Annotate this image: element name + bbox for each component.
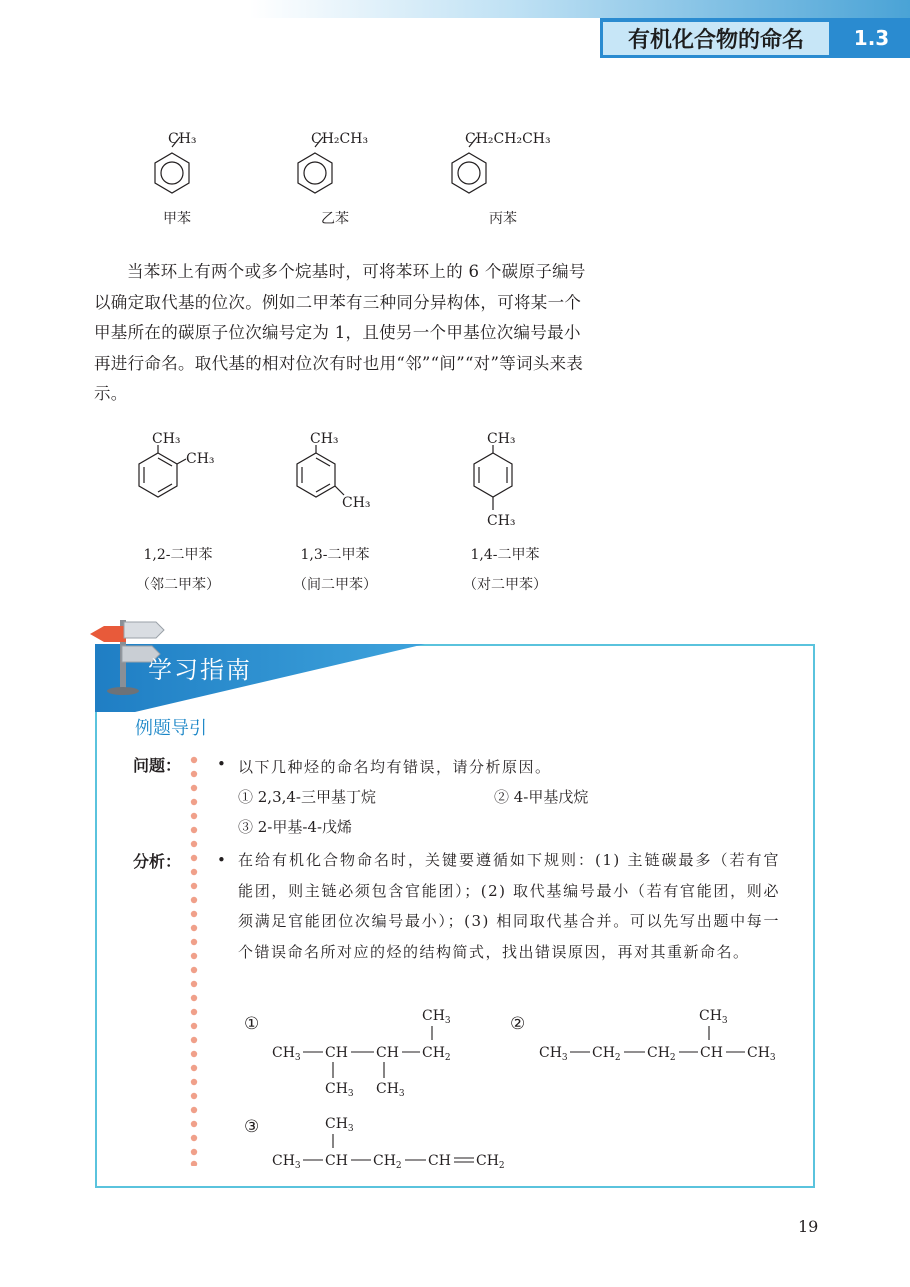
xylene-3-common: （对二甲苯） <box>463 577 547 593</box>
chapter-title: 有机化合物的命名 <box>603 22 829 55</box>
svg-text:CH3: $CH_3$ <box>376 1081 405 1099</box>
svg-text:CH3: $CH_3$ <box>325 1116 354 1134</box>
svg-text:CH3: $CH_3$ <box>422 1008 451 1026</box>
label-toluene: 甲苯 <box>163 211 191 227</box>
svg-text:CH2: $CH_2$ <box>373 1153 402 1171</box>
svg-text:CH: CH <box>428 1153 451 1169</box>
svg-text:CH: CH <box>325 1153 348 1169</box>
analysis-label: 分析： <box>133 852 182 871</box>
guide-title: 学习指南 <box>148 656 252 684</box>
question-item-3: ③ 2-甲基-4-戊烯 <box>238 818 353 836</box>
body-paragraph: 当苯环上有两个或多个烷基时，可将苯环上的 6 个碳原子编号以确定取代基的位次。例如二甲苯有三种同分异构体，可将某一个甲基所在的碳原子位次编号定为 1，且使另一个甲基位次编号最小再进行命名。取代基的相对位次有时也用“邻”“间”“对”等词头来表示。 <box>94 262 586 403</box>
svg-text:CH3: $CH_3$ <box>747 1045 776 1063</box>
structure-2-formula <box>537 1000 787 1070</box>
toluene-structure <box>140 125 220 205</box>
svg-text:CH2: $CH_2$ <box>476 1153 505 1171</box>
svg-text:CH3: $CH_3$ <box>539 1045 568 1063</box>
svg-text:CH₂CH₃: CH₂CH₃ <box>311 131 369 147</box>
xylene-1-common: （邻二甲苯） <box>136 577 220 593</box>
structure-2-marker: ② <box>510 1014 526 1034</box>
svg-text:CH3: $CH_3$ <box>272 1153 301 1171</box>
structure-3-formula <box>270 1108 520 1176</box>
question-item-1: ① 2,3,4-三甲基丁烷 <box>238 788 377 806</box>
structure-3-marker: ③ <box>244 1117 260 1137</box>
p-xylene-structure <box>455 425 565 535</box>
svg-text:CH₃: CH₃ <box>168 131 197 147</box>
analysis-bullet: • <box>217 851 226 869</box>
xylene-3-name: 1,4-二甲苯 <box>470 547 540 563</box>
question-text: 以下几种烃的命名均有错误，请分析原因。 <box>238 758 552 776</box>
header-gradient <box>250 0 910 18</box>
svg-text:CH₃: CH₃ <box>487 431 516 447</box>
question-label: 问题： <box>133 756 182 775</box>
structure-1-marker: ① <box>244 1014 260 1034</box>
guide-subtitle: 例题导引 <box>135 718 207 739</box>
svg-text:CH₃: CH₃ <box>310 431 339 447</box>
svg-text:CH₃: CH₃ <box>152 431 181 447</box>
page-number: 19 <box>798 1217 819 1236</box>
svg-text:CH: CH <box>700 1045 723 1061</box>
question-item-2: ② 4-甲基戊烷 <box>494 788 589 806</box>
svg-text:CH₃: CH₃ <box>487 513 516 529</box>
analysis-text: 在给有机化合物命名时，关键要遵循如下规则：(1) 主链碳最多（若有官能团，则主链必须包含官能团）；(2) 取代基编号最小（若有官能团，则必须满足官能团位次编号最小）；(3) 相同取代基合并。可以先写出题中每一个错误命名所对应的烃的结构简式，找出错误原因，再对其重新命名。 <box>238 851 780 961</box>
svg-text:CH₂CH₂CH₃: CH₂CH₂CH₃ <box>465 131 551 147</box>
svg-text:CH2: $CH_2$ <box>422 1045 451 1063</box>
ethylbenzene-structure <box>283 125 393 205</box>
svg-text:CH3: $CH_3$ <box>272 1045 301 1063</box>
xylene-1-name: 1,2-二甲苯 <box>143 547 213 563</box>
svg-text:CH₃: CH₃ <box>186 451 215 467</box>
svg-text:CH2: $CH_2$ <box>647 1045 676 1063</box>
svg-text:CH: CH <box>325 1045 348 1061</box>
dotted-divider <box>188 756 200 1166</box>
xylene-2-name: 1,3-二甲苯 <box>300 547 370 563</box>
section-number: 1.3 <box>853 26 890 50</box>
svg-text:CH₃: CH₃ <box>342 495 371 511</box>
svg-text:CH3: $CH_3$ <box>699 1008 728 1026</box>
m-xylene-structure <box>278 425 388 520</box>
svg-text:CH3: $CH_3$ <box>325 1081 354 1099</box>
label-propylbenzene: 丙苯 <box>489 211 517 227</box>
structure-1-formula <box>270 1000 470 1105</box>
svg-text:CH: CH <box>376 1045 399 1061</box>
xylene-2-common: （间二甲苯） <box>293 577 377 593</box>
label-ethylbenzene: 乙苯 <box>321 211 349 227</box>
question-bullet: • <box>217 755 226 773</box>
propylbenzene-structure <box>437 125 577 205</box>
o-xylene-structure <box>120 425 230 520</box>
svg-text:CH2: $CH_2$ <box>592 1045 621 1063</box>
